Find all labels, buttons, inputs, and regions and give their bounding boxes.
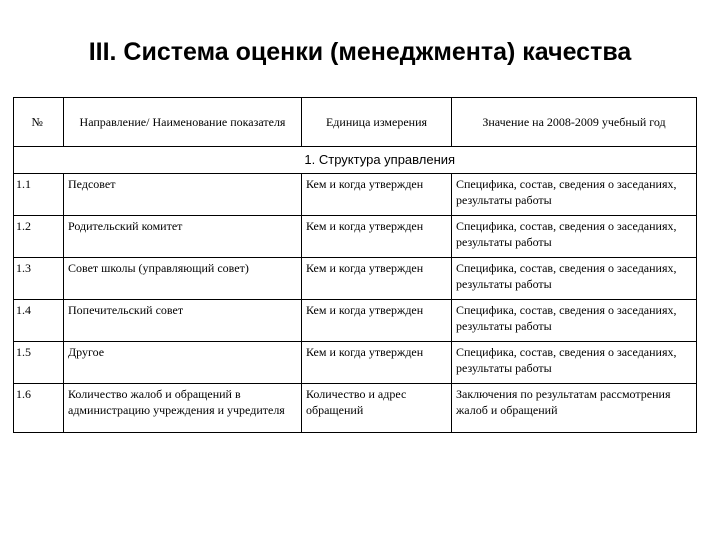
- row-value: Заключения по результатам рассмотрения жалоб и обращений: [452, 384, 697, 433]
- section-spacer: [14, 147, 64, 174]
- table-row: [14, 300, 697, 342]
- row-name: Количество жалоб и обращений в администрацию учреждения и учредителя: [64, 384, 302, 433]
- header-value: Значение на 2008-2009 учебный год: [452, 98, 697, 147]
- row-name: Попечительский совет: [64, 300, 302, 342]
- table-row: [14, 216, 697, 258]
- quality-table: [13, 97, 697, 433]
- row-value: Специфика, состав, сведения о заседаниях, результаты работы: [452, 300, 697, 342]
- row-unit: Кем и когда утвержден: [302, 216, 452, 258]
- row-num: 1.4: [14, 300, 64, 342]
- row-value: Специфика, состав, сведения о заседаниях, результаты работы: [452, 258, 697, 300]
- page-title: III. Система оценки (менеджмента) качества: [88, 38, 632, 66]
- row-unit: Кем и когда утвержден: [302, 258, 452, 300]
- row-num: 1.5: [14, 342, 64, 384]
- row-unit: Кем и когда утвержден: [302, 342, 452, 384]
- row-unit: Кем и когда утвержден: [302, 174, 452, 216]
- row-name: Другое: [64, 342, 302, 384]
- row-num: 1.6: [14, 384, 64, 433]
- header-num: №: [14, 98, 64, 147]
- row-name: Педсовет: [64, 174, 302, 216]
- table-row: [14, 174, 697, 216]
- row-unit: Кем и когда утвержден: [302, 300, 452, 342]
- table-row: [14, 342, 697, 384]
- row-name: Совет школы (управляющий совет): [64, 258, 302, 300]
- table-row: [14, 384, 697, 433]
- section-row: [14, 147, 697, 174]
- row-num: 1.3: [14, 258, 64, 300]
- row-unit: Количество и адрес обращений: [302, 384, 452, 433]
- section-title: 1. Структура управления: [64, 147, 697, 174]
- row-value: Специфика, состав, сведения о заседаниях, результаты работы: [452, 216, 697, 258]
- row-num: 1.2: [14, 216, 64, 258]
- row-value: Специфика, состав, сведения о заседаниях, результаты работы: [452, 342, 697, 384]
- header-name: Направление/ Наименование показателя: [64, 98, 302, 147]
- row-num: 1.1: [14, 174, 64, 216]
- header-unit: Единица измерения: [302, 98, 452, 147]
- header-row: [14, 98, 697, 147]
- table-row: [14, 258, 697, 300]
- row-value: Специфика, состав, сведения о заседаниях, результаты работы: [452, 174, 697, 216]
- row-name: Родительский комитет: [64, 216, 302, 258]
